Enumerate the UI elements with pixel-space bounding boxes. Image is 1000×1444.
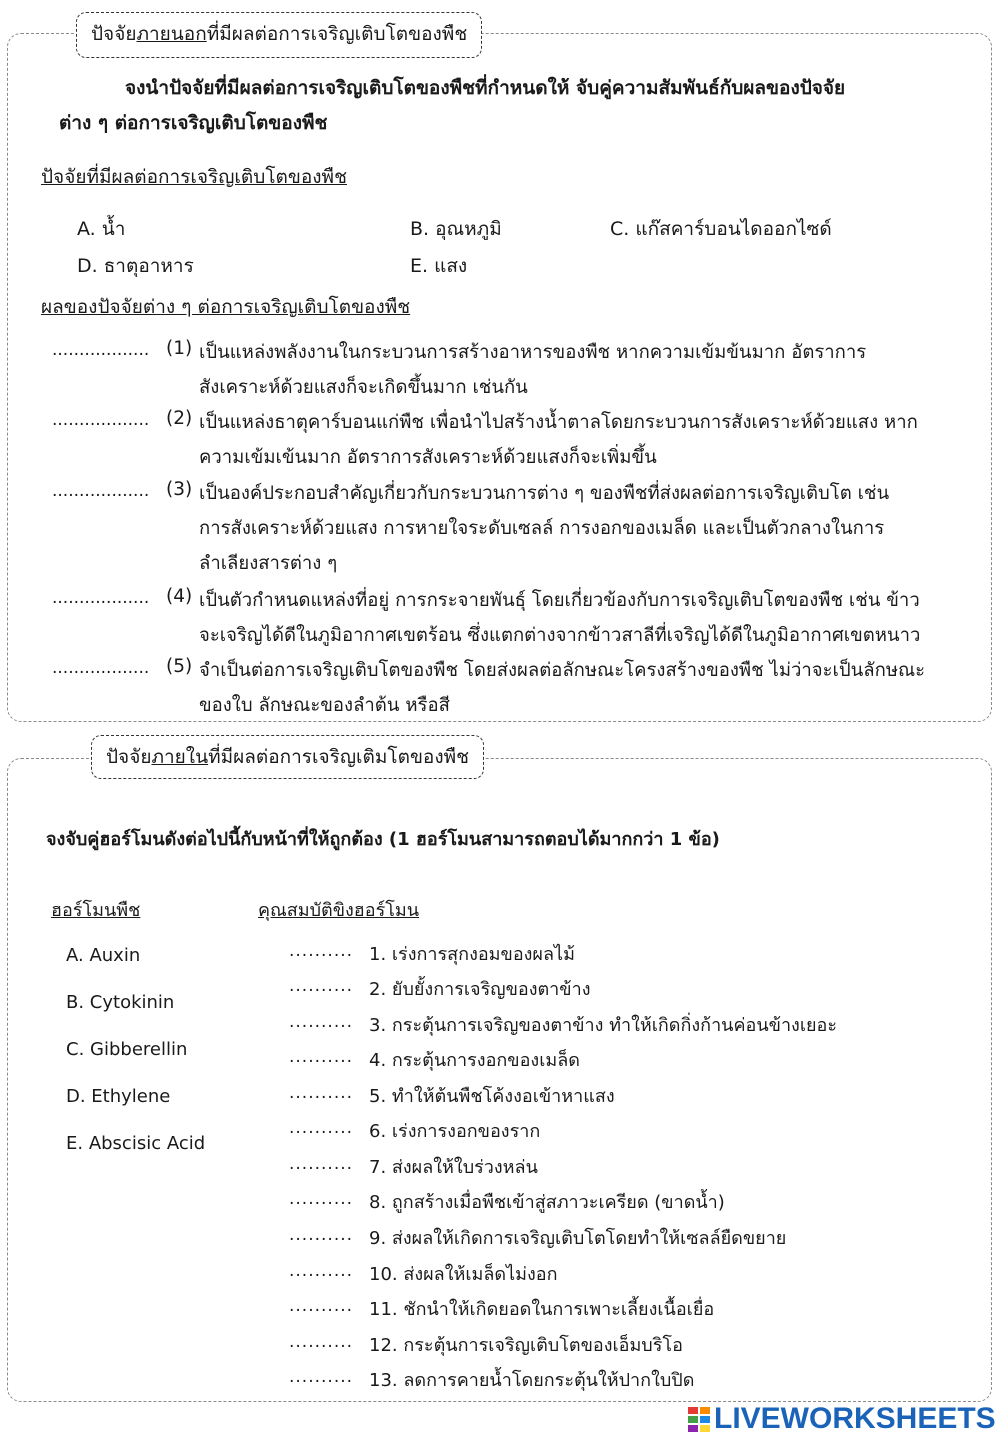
answer-blank-effect-4[interactable]: .................. [52, 588, 150, 608]
effect-text: ของใบ ลักษณะของลำต้น หรือสี [199, 695, 450, 716]
effect-number: (5) [166, 656, 193, 677]
factor-b: B. อุณหภูมิ [410, 218, 502, 240]
tag-emphasis: ภายใน [151, 746, 209, 768]
property-text: 5. ทำให้ต้นพืชโค้งงอเข้าหาแสง [369, 1086, 615, 1107]
answer-blank-effect-2[interactable]: .................. [52, 410, 150, 430]
internal-factors-tag [91, 735, 484, 779]
instruction-line-2: ต่าง ๆ ต่อการเจริญเติบโตของพืช [59, 112, 328, 134]
answer-blank[interactable]: .......... [289, 1296, 354, 1316]
answer-blank[interactable]: .......... [289, 1047, 354, 1067]
effect-text: จะเจริญได้ดีในภูมิอากาศเขตร้อน ซึ่งแตกต่างจากข้าวสาลีที่เจริญได้ดีในภูมิอากาศเขตหนาว [199, 625, 921, 646]
answer-blank[interactable]: .......... [289, 976, 354, 996]
effect-text: เป็นตัวกำหนดแหล่งที่อยู่ การกระจายพันธุ์ โดยเกี่ยวข้องกับการเจริญเติบโตของพืช เช่น ข้าว [199, 590, 920, 611]
effect-text: ลำเลียงสารต่าง ๆ [199, 553, 338, 574]
answer-blank-effect-3[interactable]: .................. [52, 481, 150, 501]
hormone-gibberellin: C. Gibberellin [66, 1039, 188, 1060]
hormone-instruction: จงจับคู่ฮอร์โมนดังต่อไปนี้กับหน้าที่ให้ถูกต้อง (1 ฮอร์โมนสามารถตอบได้มากกว่า 1 ข้อ) [46, 829, 720, 850]
answer-blank-effect-1[interactable]: .................. [52, 340, 150, 360]
answer-blank[interactable]: .......... [289, 1118, 354, 1138]
answer-blank[interactable]: .......... [289, 1189, 354, 1209]
liveworksheets-logo[interactable] [688, 1404, 996, 1434]
answer-blank[interactable]: .......... [289, 1154, 354, 1174]
effect-text: ความเข้มเข้นมาก อัตราการสังเคราะห์ด้วยแสงก็จะเพิ่มขึ้น [199, 447, 657, 468]
property-text: 1. เร่งการสุกงอมของผลไม้ [369, 944, 575, 965]
instruction-line-1: จงนำปัจจัยที่มีผลต่อการเจริญเติบโตของพืชที่กำหนดให้ จับคู่ความสัมพันธ์กับผลของปัจจัย [125, 77, 846, 99]
factors-heading: ปัจจัยที่มีผลต่อการเจริญเติบโตของพืช [41, 166, 347, 188]
factor-d: D. ธาตุอาหาร [77, 255, 194, 277]
effect-text: สังเคราะห์ด้วยแสงก็จะเกิดขึ้นมาก เช่นกัน [199, 377, 528, 398]
answer-blank[interactable]: .......... [289, 1367, 354, 1387]
tag-suffix: ที่มีผลต่อการเจริญเติบโตของพืช [206, 23, 468, 45]
effect-text: เป็นองค์ประกอบสำคัญเกี่ยวกับกระบวนการต่าง ๆ ของพืชที่ส่งผลต่อการเจริญเติบโต เช่น [199, 483, 890, 504]
answer-blank-effect-5[interactable]: .................. [52, 658, 150, 678]
tag-suffix: ที่มีผลต่อการเจริญเติมโตของพืช [208, 746, 470, 768]
property-text: 12. กระตุ้นการเจริญเติบโตของเอ็มบริโอ [369, 1335, 683, 1356]
answer-blank[interactable]: .......... [289, 1012, 354, 1032]
effect-text: จำเป็นต่อการเจริญเติบโตของพืช โดยส่งผลต่อลักษณะโครงสร้างของพืช ไม่ว่าจะเป็นลักษณะ [199, 660, 926, 681]
tag-prefix: ปัจจัย [91, 23, 137, 45]
hormone-ethylene: D. Ethylene [66, 1086, 171, 1107]
hormone-cytokinin: B. Cytokinin [66, 992, 175, 1013]
effect-text: เป็นแหล่งพลังงานในกระบวนการสร้างอาหารของพืช หากความเข้มข้นมาก อัตราการ [199, 342, 867, 363]
answer-blank[interactable]: .......... [289, 1261, 354, 1281]
property-text: 3. กระตุ้นการเจริญของตาข้าง ทำให้เกิดกิ่งก้านค่อนข้างเยอะ [369, 1015, 838, 1036]
logo-icon [688, 1407, 710, 1432]
effect-number: (2) [166, 408, 193, 429]
effect-number: (3) [166, 479, 193, 500]
answer-blank[interactable]: .......... [289, 1332, 354, 1352]
hormones-heading: ฮอร์โมนพืช [51, 900, 141, 921]
tag-emphasis: ภายนอก [136, 23, 207, 45]
effect-number: (4) [166, 586, 193, 607]
properties-heading: คุณสมบัติขิงฮอร์โมน [258, 900, 420, 921]
property-text: 7. ส่งผลให้ใบร่วงหล่น [369, 1157, 538, 1178]
property-text: 13. ลดการคายน้ำโดยกระตุ้นให้ปากใบปิด [369, 1370, 695, 1391]
property-text: 6. เร่งการงอกของราก [369, 1121, 541, 1142]
external-factors-tag [76, 12, 482, 58]
property-text: 2. ยับยั้งการเจริญของตาข้าง [369, 979, 591, 1000]
effect-text: การสังเคราะห์ด้วยแสง การหายใจระดับเซลล์ การงอกของเมล็ด และเป็นตัวกลางในการ [199, 518, 885, 539]
hormone-abscisic-acid: E. Abscisic Acid [66, 1133, 206, 1154]
factor-c: C. แก๊สคาร์บอนไดออกไซด์ [610, 218, 832, 240]
effects-heading: ผลของปัจจัยต่าง ๆ ต่อการเจริญเติบโตของพืช [41, 296, 411, 318]
property-text: 9. ส่งผลให้เกิดการเจริญเติบโตโดยทำให้เซลล์ยืดขยาย [369, 1228, 787, 1249]
answer-blank[interactable]: .......... [289, 1225, 354, 1245]
factor-e: E. แสง [410, 255, 468, 277]
effect-number: (1) [166, 338, 193, 359]
hormone-auxin: A. Auxin [66, 945, 141, 966]
answer-blank[interactable]: .......... [289, 941, 354, 961]
answer-blank[interactable]: .......... [289, 1083, 354, 1103]
property-text: 11. ชักนำให้เกิดยอดในการเพาะเลี้ยงเนื้อเยื่อ [369, 1299, 715, 1320]
property-text: 10. ส่งผลให้เมล็ดไม่งอก [369, 1264, 558, 1285]
logo-text: LIVEWORKSHEETS [714, 1402, 996, 1435]
effect-text: เป็นแหล่งธาตุคาร์บอนแก่พืช เพื่อนำไปสร้างน้ำตาลโดยกระบวนการสังเคราะห์ด้วยแสง หาก [199, 412, 918, 433]
property-text: 4. กระตุ้นการงอกของเมล็ด [369, 1050, 580, 1071]
property-text: 8. ถูกสร้างเมื่อพืชเข้าสู่สภาวะเครียด (ขาดน้ำ) [369, 1192, 725, 1213]
tag-prefix: ปัจจัย [106, 746, 152, 768]
factor-a: A. น้ำ [77, 218, 126, 240]
